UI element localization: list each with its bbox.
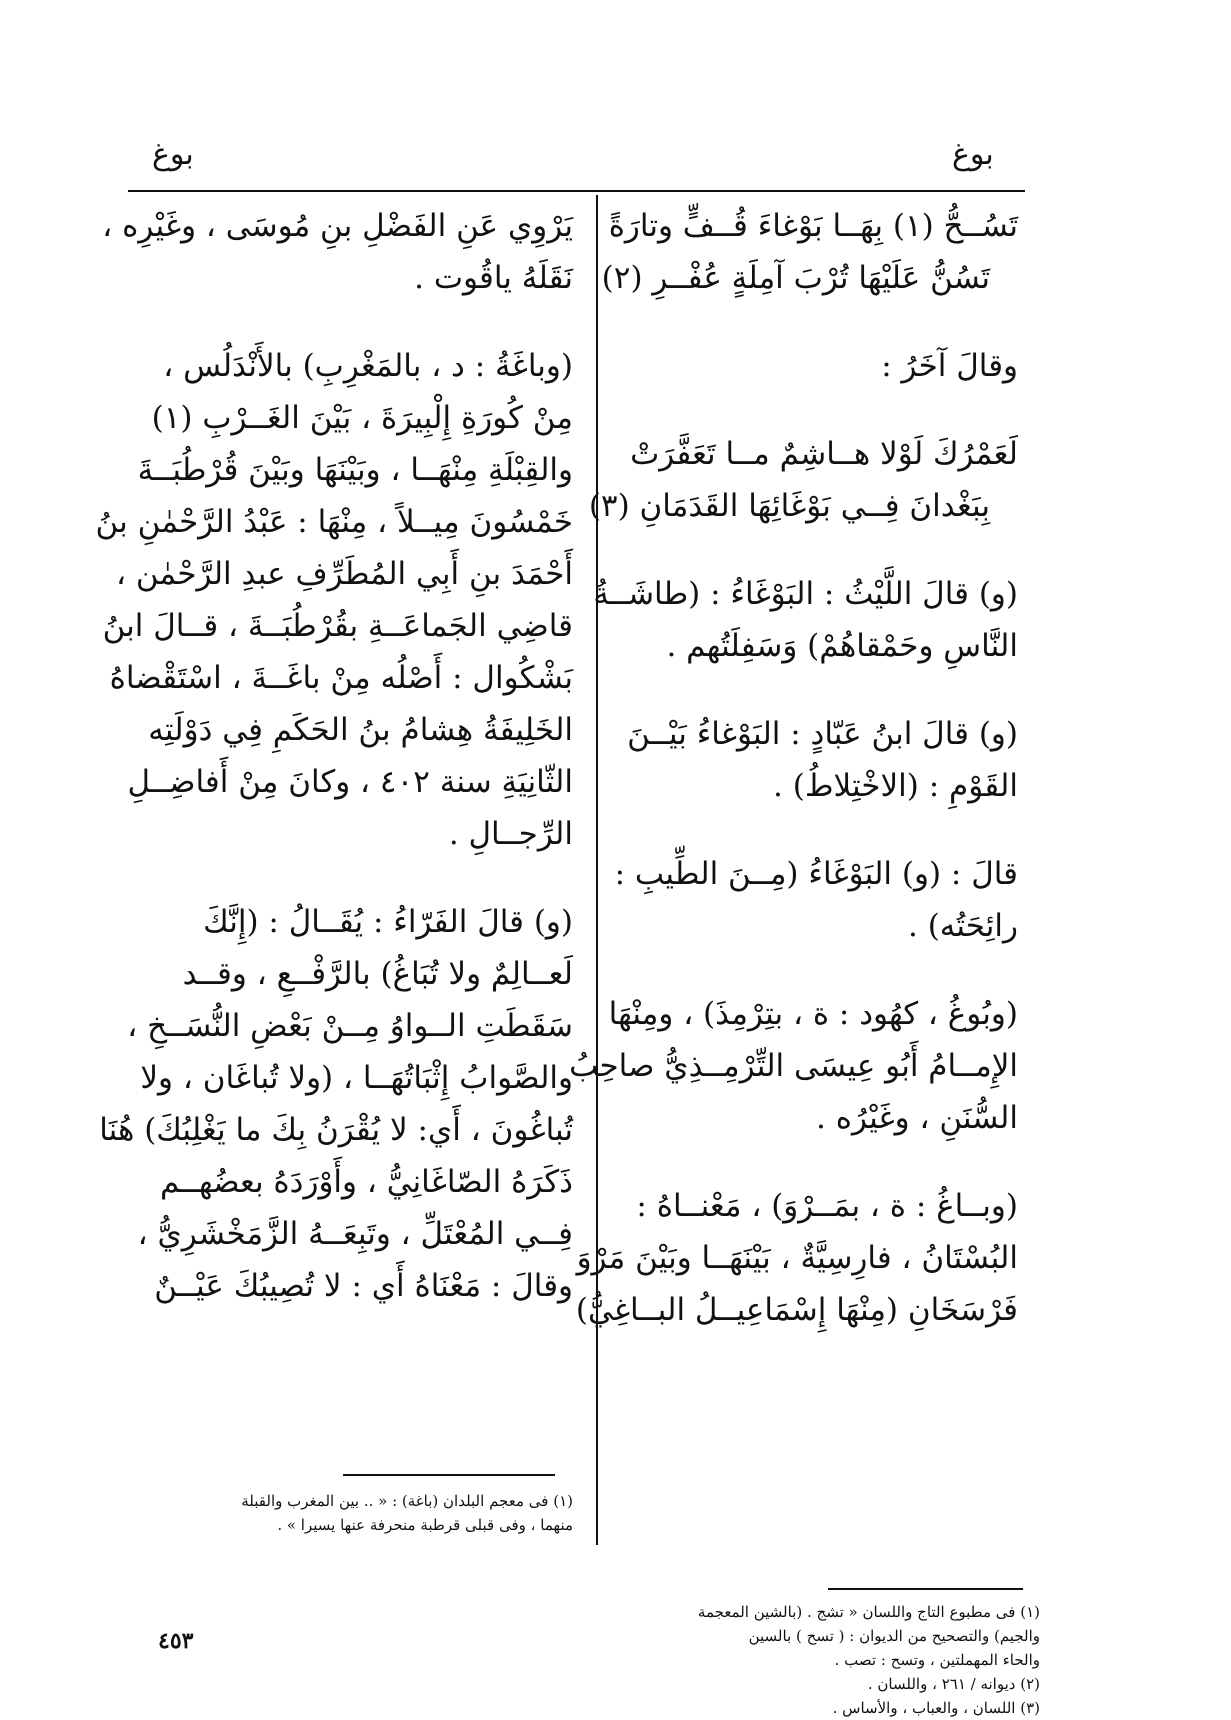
text-line: (و) قالَ ابنُ عَبّادٍ : البَوْغاءُ بَيْــنَ	[627, 716, 1018, 752]
text-line: سَقَطَتِ الــواوُ مِــنْ بَعْضِ النُّسَــخِ ،	[127, 1008, 573, 1044]
right-column	[569, 200, 1018, 1372]
text-line: لَعــالِمٌ ولا تُبَاغُ) بالرَّفْــعِ ، وقــد	[182, 956, 573, 992]
text-line: ذَكَرَهُ الصّاغَانِيُّ ، وأَوْرَدَهُ بعضُهــم	[160, 1164, 573, 1200]
text-line: والقِبْلَةِ مِنْهَــا ، وبَيْنَهَا وبَيْنَ قُرْطُبَــةَ	[137, 452, 573, 488]
header-rule	[128, 190, 1025, 192]
paragraph	[102, 200, 573, 304]
verse-line: تَسُــحُّ (١) بِهَــا بَوْغاءَ قُــفٍّ وتارَةً	[608, 208, 1018, 244]
text-line: (و) قالَ الفَرّاءُ : يُقَــالُ : (إِنَّكَ	[203, 904, 573, 940]
paragraph	[99, 896, 573, 1312]
text-line: فِــي المُعْتَلِّ ، وتَبِعَــهُ الزَّمَخْشَرِيُّ ،	[137, 1216, 573, 1252]
text-line: يَرْوِي عَنِ الفَضْلِ بنِ مُوسَى ، وغَيْرِه ،	[102, 208, 573, 244]
text-line: (وبــاغُ : ة ، بمَــرْوَ) ، مَعْنــاهُ :	[636, 1188, 1018, 1224]
paragraph	[618, 708, 1018, 812]
footnote-rule-left	[343, 1474, 555, 1476]
footnote-line: والجيم) والتصحيح من الديوان : ( تسح ) بالسين	[748, 1627, 1040, 1645]
footnote-line: (٣) اللسان ، والعباب ، والأساس .	[832, 1699, 1040, 1717]
text-line: وقالَ : مَعْنَاهُ أَي : لا تُصِيبُكَ عَيْــنٌ	[154, 1268, 573, 1304]
text-line: والصَّوابُ إِثْبَاتُهَــا ، (ولا تُباغَان ، ولا	[140, 1060, 573, 1096]
footnote-line: (١) فى مطبوع التاج واللسان « تشج . (بالشين المعجمة	[697, 1603, 1040, 1621]
verse-2	[588, 428, 1018, 532]
text-line: الإِمــامُ أَبُو عِيسَى التِّرْمِــذِيُّ صاحِبُ	[569, 1048, 1018, 1084]
running-header-right: بوغ	[952, 137, 994, 172]
footnote-rule-right	[828, 1588, 1023, 1590]
text-line: تُباغُونَ ، أَي: لا يُقْرَنُ بِكَ ما يَغْلِبُكَ) هُنَا	[99, 1112, 573, 1148]
footnotes-left	[118, 1489, 573, 1537]
text-line: قاضِي الجَماعَــةِ بقُرْطُبَــةَ ، قــالَ ابنُ	[102, 608, 573, 644]
text-line: النَّاسِ وحَمْقاهُمْ) وَسَفِلَتُهم .	[666, 628, 1018, 664]
verse-line: لَعَمْرُكَ لَوْلا هــاشِمٌ مــا تَعَفَّرَتْ	[630, 436, 1018, 472]
paragraph	[575, 1180, 1018, 1336]
text-line: الخَلِيفَةُ هِشامُ بنُ الحَكَمِ فِي دَوْلَتِه	[148, 712, 573, 748]
text-line: (و) قالَ اللَّيْثُ : البَوْغَاءُ : (طاشَــةُ	[593, 576, 1018, 612]
text-line: مِنْ كُورَةِ إِلْبِيرَةَ ، بَيْنَ الغَــرْبِ (١)	[151, 400, 573, 436]
column-divider	[596, 195, 598, 1545]
text-line: نَقَلَهُ ياقُوت .	[414, 260, 573, 296]
text-line: البُسْتَانُ ، فارِسِيَّةٌ ، بَيْنَهَــا وبَيْنَ مَرْوَ	[576, 1240, 1018, 1276]
footnote-line: منهما ، وفى قبلى قرطبة منحرفة عنها يسيرا » .	[277, 1516, 573, 1534]
paragraph	[569, 988, 1018, 1144]
text-line: بَشْكُوال : أَصْلُه مِنْ باغَــةَ ، اسْتَقْضاهُ	[109, 660, 573, 696]
footnote-line: والحاء المهملتين ، وتسح : تصب .	[834, 1651, 1040, 1669]
text-line: خَمْسُونَ مِيــلاً ، مِنْهَا : عَبْدُ الرَّحْمٰنِ بنُ	[95, 504, 573, 540]
footnote-line: (٢) ديوانه / ٢٦١ ، واللسان .	[867, 1675, 1040, 1693]
footnotes-right	[640, 1600, 1040, 1720]
text-line: رائِحَتُه) .	[908, 908, 1018, 944]
page-number: ٤٥٣	[158, 1628, 194, 1654]
paragraph	[614, 848, 1018, 952]
running-header-left: بوغ	[152, 137, 194, 172]
text-line: القَوْمِ : (الاخْتِلاطُ) .	[773, 768, 1018, 804]
verse-1	[601, 200, 1018, 304]
text-line: (وبُوغُ ، كهُود : ة ، بتِرْمِذَ) ، ومِنْهَا	[608, 996, 1018, 1032]
footnote-line: (١) فى معجم البلدان (باغة) : « .. بين المغرب والقبلة	[241, 1492, 573, 1510]
text-line: الثّانِيَةِ سنة ٤٠٢ ، وكانَ مِنْ أَفاضِــلِ	[127, 764, 573, 800]
text-line: وقالَ آخَرُ :	[881, 348, 1018, 384]
text-line: الرِّجــالِ .	[448, 816, 573, 852]
verse-line: تَسُنُّ عَلَيْهَا تُرْبَ آمِلَةٍ عُفْــرِ (٢)	[601, 260, 990, 296]
text-line: فَرْسَخَانِ (مِنْهَا إِسْمَاعِيــلُ البــاغِيُّ)	[575, 1292, 1018, 1328]
paragraph	[95, 340, 573, 860]
paragraph	[593, 568, 1018, 672]
text-line: السُّنَنِ ، وغَيْرُه .	[816, 1100, 1018, 1136]
text-line: (وباغَةُ : د ، بالمَغْرِبِ) بالأَنْدَلُس ،	[163, 348, 573, 384]
left-column	[95, 200, 573, 1348]
verse-intro	[618, 340, 1018, 392]
verse-line: بِبَغْدانَ فِــي بَوْغَائِهَا القَدَمَانِ (٣)	[588, 488, 990, 524]
text-line: قالَ : (و) البَوْغَاءُ (مِــنَ الطِّيبِ :	[614, 856, 1018, 892]
text-line: أَحْمَدَ بنِ أَبِي المُطَرِّفِ عبدِ الرَّحْمٰن ،	[115, 556, 573, 592]
